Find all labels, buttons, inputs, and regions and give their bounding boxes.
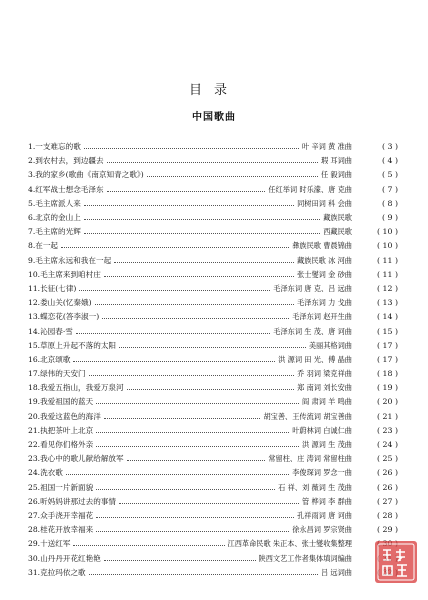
dot-leader <box>84 233 320 234</box>
page-title: 目录 <box>188 83 239 98</box>
entry-title: 25.祖国一片新面貌 <box>28 482 94 492</box>
entry-credit: 孔祥雨词 唐 诃曲 <box>297 510 352 520</box>
entry-credit: 管 桦词 李 群曲 <box>302 496 352 506</box>
dot-leader <box>96 531 289 532</box>
dot-leader <box>104 418 261 419</box>
toc-entry <box>28 381 398 395</box>
entry-page-number: ( 17 ) <box>377 340 398 350</box>
entry-credit: 陕西文艺工作者集体填词编曲 <box>258 553 352 563</box>
toc-entry <box>28 495 398 509</box>
dot-leader <box>73 361 275 362</box>
entry-credit: 胡宝善、王传流词 胡宝善曲 <box>263 411 352 421</box>
entry-title: 11.长征(七律) <box>28 283 77 293</box>
entry-page-number: ( 8 ) <box>381 198 398 208</box>
entry-page-number: ( 10 ) <box>377 227 398 237</box>
entry-title: 16.北京颂歌 <box>28 354 71 364</box>
entry-page-number: ( 11 ) <box>377 269 398 279</box>
dot-leader <box>107 162 318 163</box>
entry-credit: 毛泽东词 生 茂、唐 诃曲 <box>273 326 352 336</box>
entry-page-number: ( 14 ) <box>377 312 398 322</box>
entry-title: 6.北京的金山上 <box>28 213 81 223</box>
entry-title: 23.我心中的歌儿献给解放军 <box>28 454 124 464</box>
toc-entry <box>28 168 398 182</box>
entry-page-number: ( 12 ) <box>377 283 398 293</box>
toc-entry <box>28 324 398 338</box>
entry-credit: 藏族民歌 <box>323 213 352 223</box>
dot-leader <box>66 474 289 475</box>
dot-leader <box>107 191 266 192</box>
entry-page-number: ( 10 ) <box>377 241 398 251</box>
toc-entry <box>28 481 398 495</box>
entry-credit: 郑 南词 刘长安曲 <box>297 383 352 393</box>
entry-page-number: ( 26 ) <box>377 482 398 492</box>
entry-title: 24.洗衣歌 <box>28 468 63 478</box>
entry-page-number: ( 13 ) <box>377 298 398 308</box>
toc-entry <box>28 282 398 296</box>
entry-page-number: ( 7 ) <box>381 184 398 194</box>
entry-title: 27.众手浇开幸福花 <box>28 510 94 520</box>
entry-credit: 瑕 耳词曲 <box>320 156 352 166</box>
entry-page-number: ( 21 ) <box>377 411 398 421</box>
entry-credit: 叶蔚林词 白诚仁曲 <box>292 425 352 435</box>
dot-leader <box>61 247 289 248</box>
entry-page-number: ( 4 ) <box>381 156 398 166</box>
dot-leader <box>127 389 295 390</box>
entry-credit: 任红举词 时乐濛、唐 克曲 <box>268 184 352 194</box>
dot-leader <box>96 489 275 490</box>
entry-credit: 张士燮词 金 砂曲 <box>297 269 352 279</box>
entry-title: 1.一支难忘的歌 <box>28 142 81 152</box>
dot-leader <box>104 276 294 277</box>
entry-credit: 毛泽东词 赵开生曲 <box>292 312 352 322</box>
entry-page-number: ( 19 ) <box>377 383 398 393</box>
entry-credit: 吕 远词曲 <box>320 567 352 577</box>
toc-entry <box>28 566 398 580</box>
section-heading: 中国歌曲 <box>192 112 236 123</box>
entry-credit: 洪 源词 田 光、傅 晶曲 <box>278 354 352 364</box>
entry-page-number: ( 17 ) <box>377 354 398 364</box>
toc-entry <box>28 296 398 310</box>
entry-title: 13.蝶恋花(答李淑一) <box>28 312 100 322</box>
entry-page-number: ( 27 ) <box>377 496 398 506</box>
entry-page-number: ( 29 ) <box>377 525 398 535</box>
entry-credit: 任 毅词曲 <box>320 170 352 180</box>
seal-stamp <box>374 540 418 584</box>
entry-credit: 彝族民歌 曹晨锦曲 <box>292 241 352 251</box>
entry-credit: 江西革命民歌 朱正本、张士燮收集整理 <box>227 539 352 549</box>
toc-entry <box>28 211 398 225</box>
entry-credit: 常留柱、庄 涛词 常留柱曲 <box>268 454 352 464</box>
toc-entry <box>28 537 398 551</box>
dot-leader <box>79 290 270 291</box>
entry-title: 30.山丹丹开花红艳艳 <box>28 553 101 563</box>
toc-entry <box>28 551 398 565</box>
dot-leader <box>76 333 270 334</box>
entry-title: 22.看见你们格外亲 <box>28 440 94 450</box>
dot-leader <box>89 574 318 575</box>
toc-entry <box>28 339 398 353</box>
toc-entry <box>28 466 398 480</box>
entry-credit: 阎 肃词 羊 鸣曲 <box>302 397 352 407</box>
entry-page-number: ( 26 ) <box>377 468 398 478</box>
toc-entry <box>28 367 398 381</box>
dot-leader <box>119 347 306 348</box>
dot-leader <box>147 176 318 177</box>
toc-entry <box>28 424 398 438</box>
entry-credit: 洪 源词 生 茂曲 <box>302 440 352 450</box>
dot-leader <box>95 304 295 305</box>
entry-page-number: ( 5 ) <box>381 170 398 180</box>
entry-page-number: ( 28 ) <box>377 510 398 520</box>
entry-credit: 西藏民歌 <box>323 227 352 237</box>
toc-entry <box>28 509 398 523</box>
entry-title: 29.十送红军 <box>28 539 71 549</box>
entry-page-number: ( 24 ) <box>377 440 398 450</box>
dot-leader <box>84 148 299 149</box>
toc-entry <box>28 183 398 197</box>
entry-credit: 李俊琛词 罗念一曲 <box>292 468 352 478</box>
toc-entry <box>28 410 398 424</box>
toc-entry <box>28 239 398 253</box>
entry-title: 14.沁园春·雪 <box>28 326 73 336</box>
entry-title: 26.听妈妈讲那过去的事情 <box>28 496 117 506</box>
entry-title: 18.我爱五指山，我爱万泉河 <box>28 383 124 393</box>
entry-credit: 毛泽东词 力 戈曲 <box>297 298 352 308</box>
dot-leader <box>96 517 294 518</box>
dot-leader <box>119 503 299 504</box>
entry-page-number: ( 23 ) <box>377 425 398 435</box>
entry-title: 5.毛主席派人来 <box>28 198 81 208</box>
entry-credit: 乔 羽词 梁克祥曲 <box>297 369 352 379</box>
dot-leader <box>96 446 299 447</box>
entry-title: 21.执把茶叶上北京 <box>28 425 94 435</box>
dot-leader <box>127 460 266 461</box>
entry-credit: 毛泽东词 唐 克、吕 远曲 <box>273 283 352 293</box>
dot-leader <box>84 219 320 220</box>
toc-entry <box>28 154 398 168</box>
entry-page-number: ( 11 ) <box>377 255 398 265</box>
dot-leader <box>114 262 294 263</box>
table-of-contents <box>28 140 398 580</box>
toc-entry <box>28 197 398 211</box>
entry-title: 10.毛主席来到咱村庄 <box>28 269 101 279</box>
entry-credit: 石 祥、刘 薇词 生 茂曲 <box>278 482 352 492</box>
dot-leader <box>104 560 256 561</box>
entry-credit: 美丽其格词曲 <box>308 340 352 350</box>
toc-entry <box>28 452 398 466</box>
toc-entry <box>28 353 398 367</box>
seal-stamp-icon <box>374 540 418 584</box>
entry-title: 3.我的家乡(歌曲《南京知青之歌》) <box>28 170 144 180</box>
toc-entry <box>28 523 398 537</box>
toc-entry <box>28 438 398 452</box>
toc-entry <box>28 140 398 154</box>
entry-credit: 藏族民歌 冰 河曲 <box>297 255 352 265</box>
entry-credit: 同树田词 科 会曲 <box>297 198 352 208</box>
entry-title: 12.娄山关(忆秦娥) <box>28 298 92 308</box>
toc-entry <box>28 254 398 268</box>
entry-title: 19.我爱祖国的蓝天 <box>28 397 94 407</box>
entry-title: 4.红军战士想念毛泽东 <box>28 184 104 194</box>
entry-credit: 叶 辛词 黄 准曲 <box>302 142 352 152</box>
dot-leader <box>89 375 294 376</box>
toc-entry <box>28 395 398 409</box>
entry-title: 17.绿伟的天安门 <box>28 369 86 379</box>
entry-title: 8.在一起 <box>28 241 59 251</box>
entry-title: 15.草原上升起不落的太阳 <box>28 340 117 350</box>
toc-entry <box>28 310 398 324</box>
entry-page-number: ( 3 ) <box>381 142 398 152</box>
dot-leader <box>96 403 299 404</box>
toc-entry <box>28 268 398 282</box>
dot-leader <box>73 545 224 546</box>
dot-leader <box>102 318 289 319</box>
entry-page-number: ( 25 ) <box>377 454 398 464</box>
entry-page-number: ( 9 ) <box>381 213 398 223</box>
entry-title: 28.桂花开放幸福来 <box>28 525 94 535</box>
entry-title: 31.克拉玛依之歌 <box>28 567 86 577</box>
entry-title: 20.我爱这蓝色的海洋 <box>28 411 101 421</box>
entry-title: 7.毛主席的光辉 <box>28 227 81 237</box>
entry-credit: 徐永昌词 罗宗贤曲 <box>292 525 352 535</box>
entry-page-number: ( 15 ) <box>377 326 398 336</box>
toc-entry <box>28 225 398 239</box>
entry-page-number: ( 18 ) <box>377 369 398 379</box>
dot-leader <box>84 205 294 206</box>
dot-leader <box>96 432 289 433</box>
entry-title: 9.毛主席永远和我在一起 <box>28 255 112 265</box>
entry-page-number: ( 20 ) <box>377 397 398 407</box>
entry-title: 2.到农村去，到边疆去 <box>28 156 104 166</box>
